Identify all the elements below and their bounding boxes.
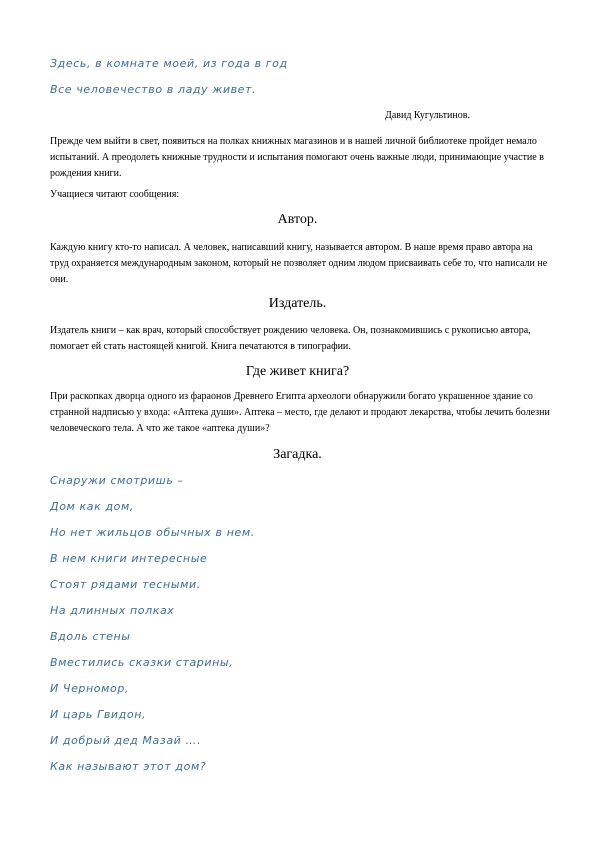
riddle-line: Как называют этот дом?	[50, 760, 207, 773]
riddle-line: И царь Гвидон,	[50, 708, 147, 721]
riddle-line: Вдоль стены	[50, 630, 131, 643]
heading-where-book-lives: Где живет книга?	[245, 364, 350, 379]
epigraph-author: Давид Кугультинов.	[385, 110, 470, 121]
riddle-line: Но нет жильцов обычных в нем.	[50, 526, 255, 539]
publisher-paragraph: Издатель книги – как врач, который способствует рождению человека. Он, познакомившись с рукописью автора, помогает ей стать настоящей книгой. Книга печатаются в типографии.	[50, 325, 531, 352]
riddle-line: И добрый дед Мазай ….	[50, 734, 202, 747]
intro-paragraph: Прежде чем выйти в свет, появиться на полках книжных магазинов и в нашей личной библиотеке пройдет немало испытаний. А преодолеть книжные трудности и испытания помогают очень важные люди, принимающие участие в рождения книги.	[50, 136, 544, 179]
author-paragraph: Каждую книгу кто-то написал. А человек, написавший книгу, называется автором. В наше время право автора на труд охраняется международным законом, который не позволяет одним людом присваивать себе то, что написали не они.	[50, 242, 548, 285]
riddle-line: На длинных полках	[50, 604, 175, 617]
riddle-line: В нем книги интересные	[50, 552, 208, 565]
where-book-lives-paragraph: При раскопках дворца одного из фараонов Древнего Египта археологи обнаружили богато украшенное здание со странной надписью у входа: «Аптека души». Аптека – место, где делают и продают лекарства, чтобы лечить болезни человеческого тела. А что же такое «аптека души»?	[50, 391, 550, 434]
riddle-line: Дом как дом,	[50, 500, 134, 513]
epigraph-line-1: Здесь, в комнате моей, из года в год	[50, 57, 288, 70]
epigraph-line-2: Все человечество в ладу живет.	[50, 83, 257, 96]
riddle-line: Стоят рядами тесными.	[50, 578, 201, 591]
heading-riddle: Загадка.	[273, 447, 322, 462]
riddle-line: Снаружи смотришь –	[50, 474, 184, 487]
heading-author: Автор.	[277, 212, 318, 227]
heading-publisher: Издатель.	[268, 296, 327, 311]
riddle-line: И Черномор,	[50, 682, 130, 695]
students-note: Учащиеся читают сообщения:	[50, 189, 180, 200]
riddle-line: Вместились сказки старины,	[50, 656, 234, 669]
